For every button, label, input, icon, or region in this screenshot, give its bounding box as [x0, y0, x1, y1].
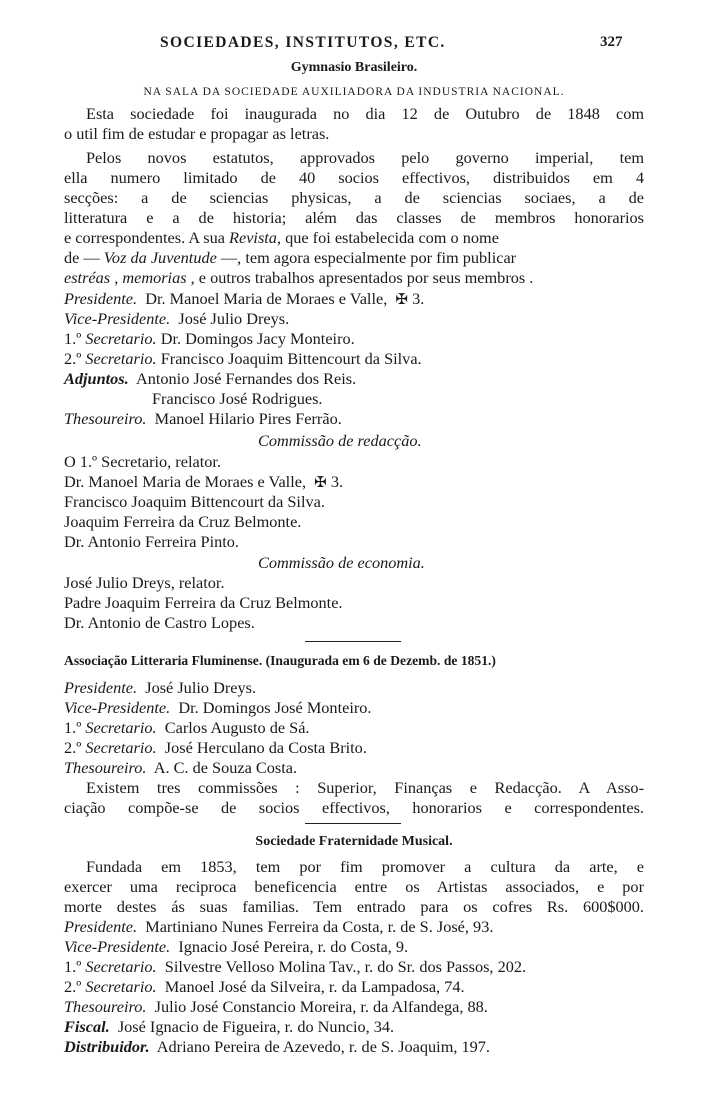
- text: , e outros trabalhos apresentados por seus membros .: [186, 268, 534, 287]
- text: Dr. Manoel Maria de Moraes e Valle,: [64, 472, 307, 491]
- officer-name: Carlos Augusto de Sá.: [164, 718, 310, 737]
- officer-row: [64, 957, 644, 977]
- officer-row: [64, 369, 644, 389]
- section-title-gymnasio: Gymnasio Brasileiro.: [290, 60, 418, 75]
- commission-member: Joaquim Ferreira da Cruz Belmonte.: [64, 512, 302, 531]
- officer-name: Ignacio José Pereira, r. do Costa, 9.: [178, 937, 409, 956]
- text: e correspondentes. A sua: [64, 228, 230, 247]
- officer-row: [64, 1037, 644, 1057]
- officer-name: José Ignacio de Figueira, r. do Nuncio, 34.: [117, 1017, 395, 1036]
- ordinal: 2.º: [64, 738, 82, 757]
- officer-role: Distribuidor.: [64, 1037, 150, 1056]
- paragraph-line: [64, 248, 644, 268]
- officer-role: Adjuntos.: [64, 369, 129, 388]
- officer-row: [64, 917, 644, 937]
- officer-name: A. C. de Souza Costa.: [153, 758, 298, 777]
- officer-row: [64, 997, 644, 1017]
- text: estréas: [64, 268, 111, 287]
- paragraph-line: secções: a de sciencias physicas, a de sciencias sociaes, a de: [64, 188, 644, 207]
- officer-role: Thesoureiro.: [64, 409, 147, 428]
- paragraph-line: Existem tres commissões : Superior, Finanças e Redacção. A Asso-: [86, 778, 644, 797]
- officer-role: Thesoureiro.: [64, 758, 147, 777]
- officer-name: Antonio José Fernandes dos Reis.: [135, 369, 357, 388]
- text: 3.: [330, 472, 344, 491]
- section-divider: [305, 823, 401, 824]
- officer-role: Vice-Presidente.: [64, 309, 171, 328]
- officer-role: Secretario.: [85, 957, 157, 976]
- officer-name: Francisco Joaquim Bittencourt da Silva.: [160, 349, 422, 368]
- commission-title-economia: Commissão de economia.: [258, 553, 425, 572]
- officer-name: José Julio Dreys.: [178, 309, 290, 328]
- text: —, tem agora especialmente por fim publicar: [216, 248, 517, 267]
- officer-row: [64, 349, 644, 369]
- officer-row: [64, 698, 644, 718]
- section-title-associacao: Associação Litteraria Fluminense. (Inaugurada em 6 de Dezemb. de 1851.): [64, 653, 496, 668]
- paragraph-line: Esta sociedade foi inaugurada no dia 12 de Outubro de 1848 com: [86, 104, 644, 123]
- officer-name: Martiniano Nunes Ferreira da Costa, r. de S. José, 93.: [145, 917, 494, 936]
- officer-role: Secretario.: [85, 738, 157, 757]
- paragraph-line: Fundada em 1853, tem por fim promover a cultura da arte, e: [86, 857, 644, 876]
- paragraph-line: ella numero limitado de 40 socios effectivos, distribuidos em 4: [64, 168, 644, 187]
- officer-role: Secretario.: [85, 349, 157, 368]
- officer-row: [64, 678, 644, 698]
- officer-name: Manoel Hilario Pires Ferrão.: [154, 409, 342, 428]
- ordinal: 1.º: [64, 718, 82, 737]
- text: ,: [110, 268, 123, 287]
- section-divider: [305, 641, 401, 642]
- officer-row: [64, 389, 644, 409]
- officer-role: Fiscal.: [64, 1017, 110, 1036]
- paragraph-line: exercer uma reciproca beneficencia entre os Artistas associados, e por: [64, 877, 644, 896]
- officer-row: [64, 329, 644, 349]
- officer-name: Manoel José da Silveira, r. da Lampadosa, 74.: [164, 977, 465, 996]
- officer-row: [64, 758, 644, 778]
- officer-row: [64, 409, 644, 429]
- paragraph-line: [64, 268, 644, 288]
- paragraph-line: Pelos novos estatutos, approvados pelo governo imperial, tem: [86, 148, 644, 167]
- officer-name: José Julio Dreys.: [145, 678, 257, 697]
- officer-row: [64, 1017, 644, 1037]
- text: , que foi estabelecida com o nome: [276, 228, 499, 247]
- order-cross-icon: ✠: [395, 292, 408, 308]
- commission-member: O 1.º Secretario, relator.: [64, 452, 221, 471]
- officer-name: Dr. Manoel Maria de Moraes e Valle,: [145, 289, 388, 308]
- paragraph-line: [64, 228, 644, 248]
- officer-role: Vice-Presidente.: [64, 698, 171, 717]
- journal-former-title: Voz da Juventude: [103, 248, 217, 267]
- text: 3.: [412, 289, 425, 308]
- commission-member: Dr. Antonio Ferreira Pinto.: [64, 532, 240, 551]
- journal-title: Revista: [229, 228, 277, 247]
- officer-row: [64, 718, 644, 738]
- officer-row: [64, 289, 644, 310]
- officer-row: [64, 738, 644, 758]
- commission-member: José Julio Dreys, relator.: [64, 573, 225, 592]
- commission-member: Francisco Joaquim Bittencourt da Silva.: [64, 492, 325, 511]
- order-cross-icon: ✠: [314, 475, 327, 491]
- officer-row: [64, 977, 644, 997]
- officer-role: Presidente.: [64, 289, 138, 308]
- officer-role: Thesoureiro.: [64, 997, 147, 1016]
- officer-name: Adriano Pereira de Azevedo, r. de S. Joaquim, 197.: [156, 1037, 490, 1056]
- officer-name: Silvestre Velloso Molina Tav., r. do Sr. dos Passos, 202.: [164, 957, 527, 976]
- officer-name: Julio José Constancio Moreira, r. da Alfandega, 88.: [154, 997, 488, 1016]
- commission-title-redaccao: Commissão de redacção.: [258, 431, 422, 450]
- officer-role: Presidente.: [64, 678, 138, 697]
- officer-name: José Herculano da Costa Brito.: [164, 738, 367, 757]
- paragraph-line: ciação compõe-se de socios effectivos, honorarios e correspondentes.: [64, 798, 644, 817]
- section-title-fraternidade: Sociedade Fraternidade Musical.: [255, 834, 453, 849]
- officer-role: Vice-Presidente.: [64, 937, 171, 956]
- text: memorias: [122, 268, 187, 287]
- officer-name: Dr. Domingos José Monteiro.: [178, 698, 372, 717]
- ordinal: 2.º: [64, 977, 82, 996]
- paragraph-line: litteratura e a de historia; além das classes de membros honorarios: [64, 208, 644, 227]
- officer-row: [64, 937, 644, 957]
- commission-member: Padre Joaquim Ferreira da Cruz Belmonte.: [64, 593, 343, 612]
- text: de —: [64, 248, 104, 267]
- officer-row: [64, 309, 644, 329]
- ordinal: 1.º: [64, 957, 82, 976]
- commission-member: Dr. Antonio de Castro Lopes.: [64, 613, 255, 632]
- officer-name: Dr. Domingos Jacy Monteiro.: [160, 329, 355, 348]
- ordinal: 2.º: [64, 349, 82, 368]
- running-title: SOCIEDADES, INSTITUTOS, ETC.: [160, 34, 446, 51]
- officer-role: Secretario.: [85, 718, 157, 737]
- officer-role: Presidente.: [64, 917, 138, 936]
- officer-name: Francisco José Rodrigues.: [152, 389, 323, 408]
- officer-role: Secretario.: [85, 977, 157, 996]
- section-location: NA SALA DA SOCIEDADE AUXILIADORA DA INDUSTRIA NACIONAL.: [143, 86, 565, 98]
- page-number: 327: [600, 34, 623, 50]
- paragraph-line: o util fim de estudar e propagar as letras.: [64, 124, 330, 143]
- commission-member: [64, 472, 644, 493]
- paragraph-line: morte destes ás suas familias. Tem entrado para os cofres Rs. 600$000.: [64, 897, 644, 916]
- ordinal: 1.º: [64, 329, 82, 348]
- officer-role: Secretario.: [85, 329, 157, 348]
